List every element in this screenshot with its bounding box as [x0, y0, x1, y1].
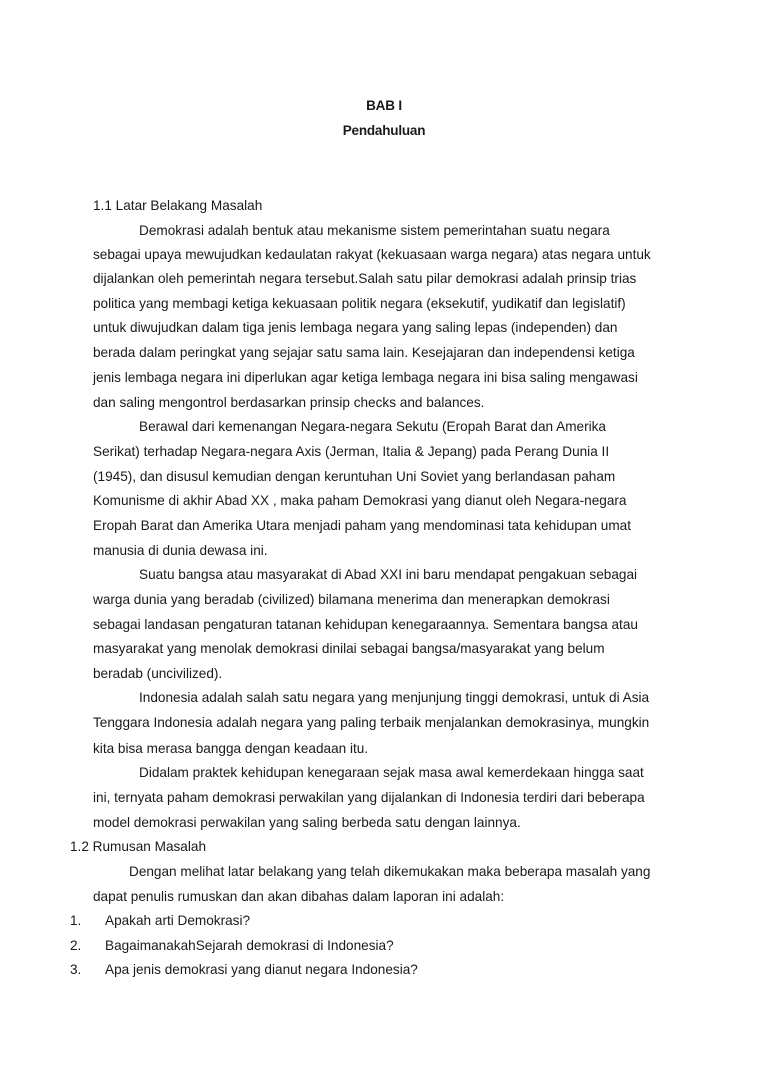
question-number: 1. [70, 913, 82, 928]
paragraph-line: beradab (uncivilized). [93, 666, 223, 681]
paragraph-line: Demokrasi adalah bentuk atau mekanisme sistem pemerintahan suatu negara [139, 223, 610, 238]
section-heading-1-1: 1.1 Latar Belakang Masalah [93, 198, 263, 213]
question-number: 3. [70, 962, 82, 977]
paragraph-line: Berawal dari kemenangan Negara-negara Sekutu (Eropah Barat dan Amerika [139, 419, 606, 434]
question-number: 2. [70, 938, 82, 953]
paragraph-line: Komunisme di akhir Abad XX , maka paham Demokrasi yang dianut oleh Negara-negara [93, 493, 627, 508]
question-text: Apa jenis demokrasi yang dianut negara Indonesia? [105, 962, 418, 977]
paragraph-line: jenis lembaga negara ini diperlukan agar ketiga lembaga negara ini bisa saling mengawasi [93, 370, 638, 385]
paragraph-line: warga dunia yang beradab (civilized) bilamana menerima dan menerapkan demokrasi [93, 592, 610, 607]
paragraph-line: masyarakat yang menolak demokrasi dinilai sebagai bangsa/masyarakat yang belum [93, 641, 605, 656]
paragraph-line: Suatu bangsa atau masyarakat di Abad XXI ini baru mendapat pengakuan sebagai [139, 567, 638, 582]
paragraph-line: kita bisa merasa bangga dengan keadaan itu. [93, 741, 369, 756]
question-text: BagaimanakahSejarah demokrasi di Indonesia? [105, 938, 394, 953]
chapter-number: BAB I [366, 98, 402, 113]
paragraph-line: model demokrasi perwakilan yang saling berbeda satu dengan lainnya. [93, 815, 521, 830]
paragraph-line: dijalankan oleh pemerintah negara tersebut.Salah satu pilar demokrasi adalah prinsip trias [93, 271, 637, 286]
paragraph-line: dan saling mengontrol berdasarkan prinsip checks and balances. [93, 395, 485, 410]
paragraph-line: berada dalam peringkat yang sejajar satu sama lain. Kesejajaran dan independensi ketiga [93, 345, 635, 360]
paragraph-line: dapat penulis rumuskan dan akan dibahas dalam laporan ini adalah: [93, 889, 505, 904]
paragraph-line: Serikat) terhadap Negara-negara Axis (Jerman, Italia & Jepang) pada Perang Dunia II [93, 444, 610, 459]
paragraph-line: sebagai upaya mewujudkan kedaulatan rakyat (kekuasaan warga negara) atas negara untuk [93, 247, 651, 262]
paragraph-line: Eropah Barat dan Amerika Utara menjadi paham yang mendominasi tata kehidupan umat [93, 518, 632, 533]
paragraph-line: sebagai landasan pengaturan tatanan kehidupan kenegaraannya. Sementara bangsa atau [93, 617, 638, 632]
paragraph-line: Dengan melihat latar belakang yang telah dikemukakan maka beberapa masalah yang [129, 864, 651, 879]
paragraph-line: politica yang membagi ketiga kekuasaan politik negara (eksekutif, yudikatif dan legislatif) [93, 296, 626, 311]
paragraph-line: untuk diwujudkan dalam tiga jenis lembaga negara yang saling lepas (independen) dan [93, 320, 618, 335]
paragraph-line: manusia di dunia dewasa ini. [93, 543, 268, 558]
paragraph-line: (1945), dan disusul kemudian dengan keruntuhan Uni Soviet yang berlandasan paham [93, 469, 616, 484]
chapter-title: Pendahuluan [342, 123, 426, 138]
paragraph-line: Indonesia adalah salah satu negara yang menjunjung tinggi demokrasi, untuk di Asia [139, 690, 650, 705]
section-heading-1-2: 1.2 Rumusan Masalah [70, 839, 207, 854]
paragraph-line: ini, ternyata paham demokrasi perwakilan yang dijalankan di Indonesia terdiri dari beberapa [93, 790, 645, 805]
paragraph-line: Didalam praktek kehidupan kenegaraan sejak masa awal kemerdekaan hingga saat [139, 765, 644, 780]
paragraph-line: Tenggara Indonesia adalah negara yang paling terbaik menjalankan demokrasinya, mungkin [93, 715, 650, 730]
question-text: Apakah arti Demokrasi? [105, 913, 251, 928]
